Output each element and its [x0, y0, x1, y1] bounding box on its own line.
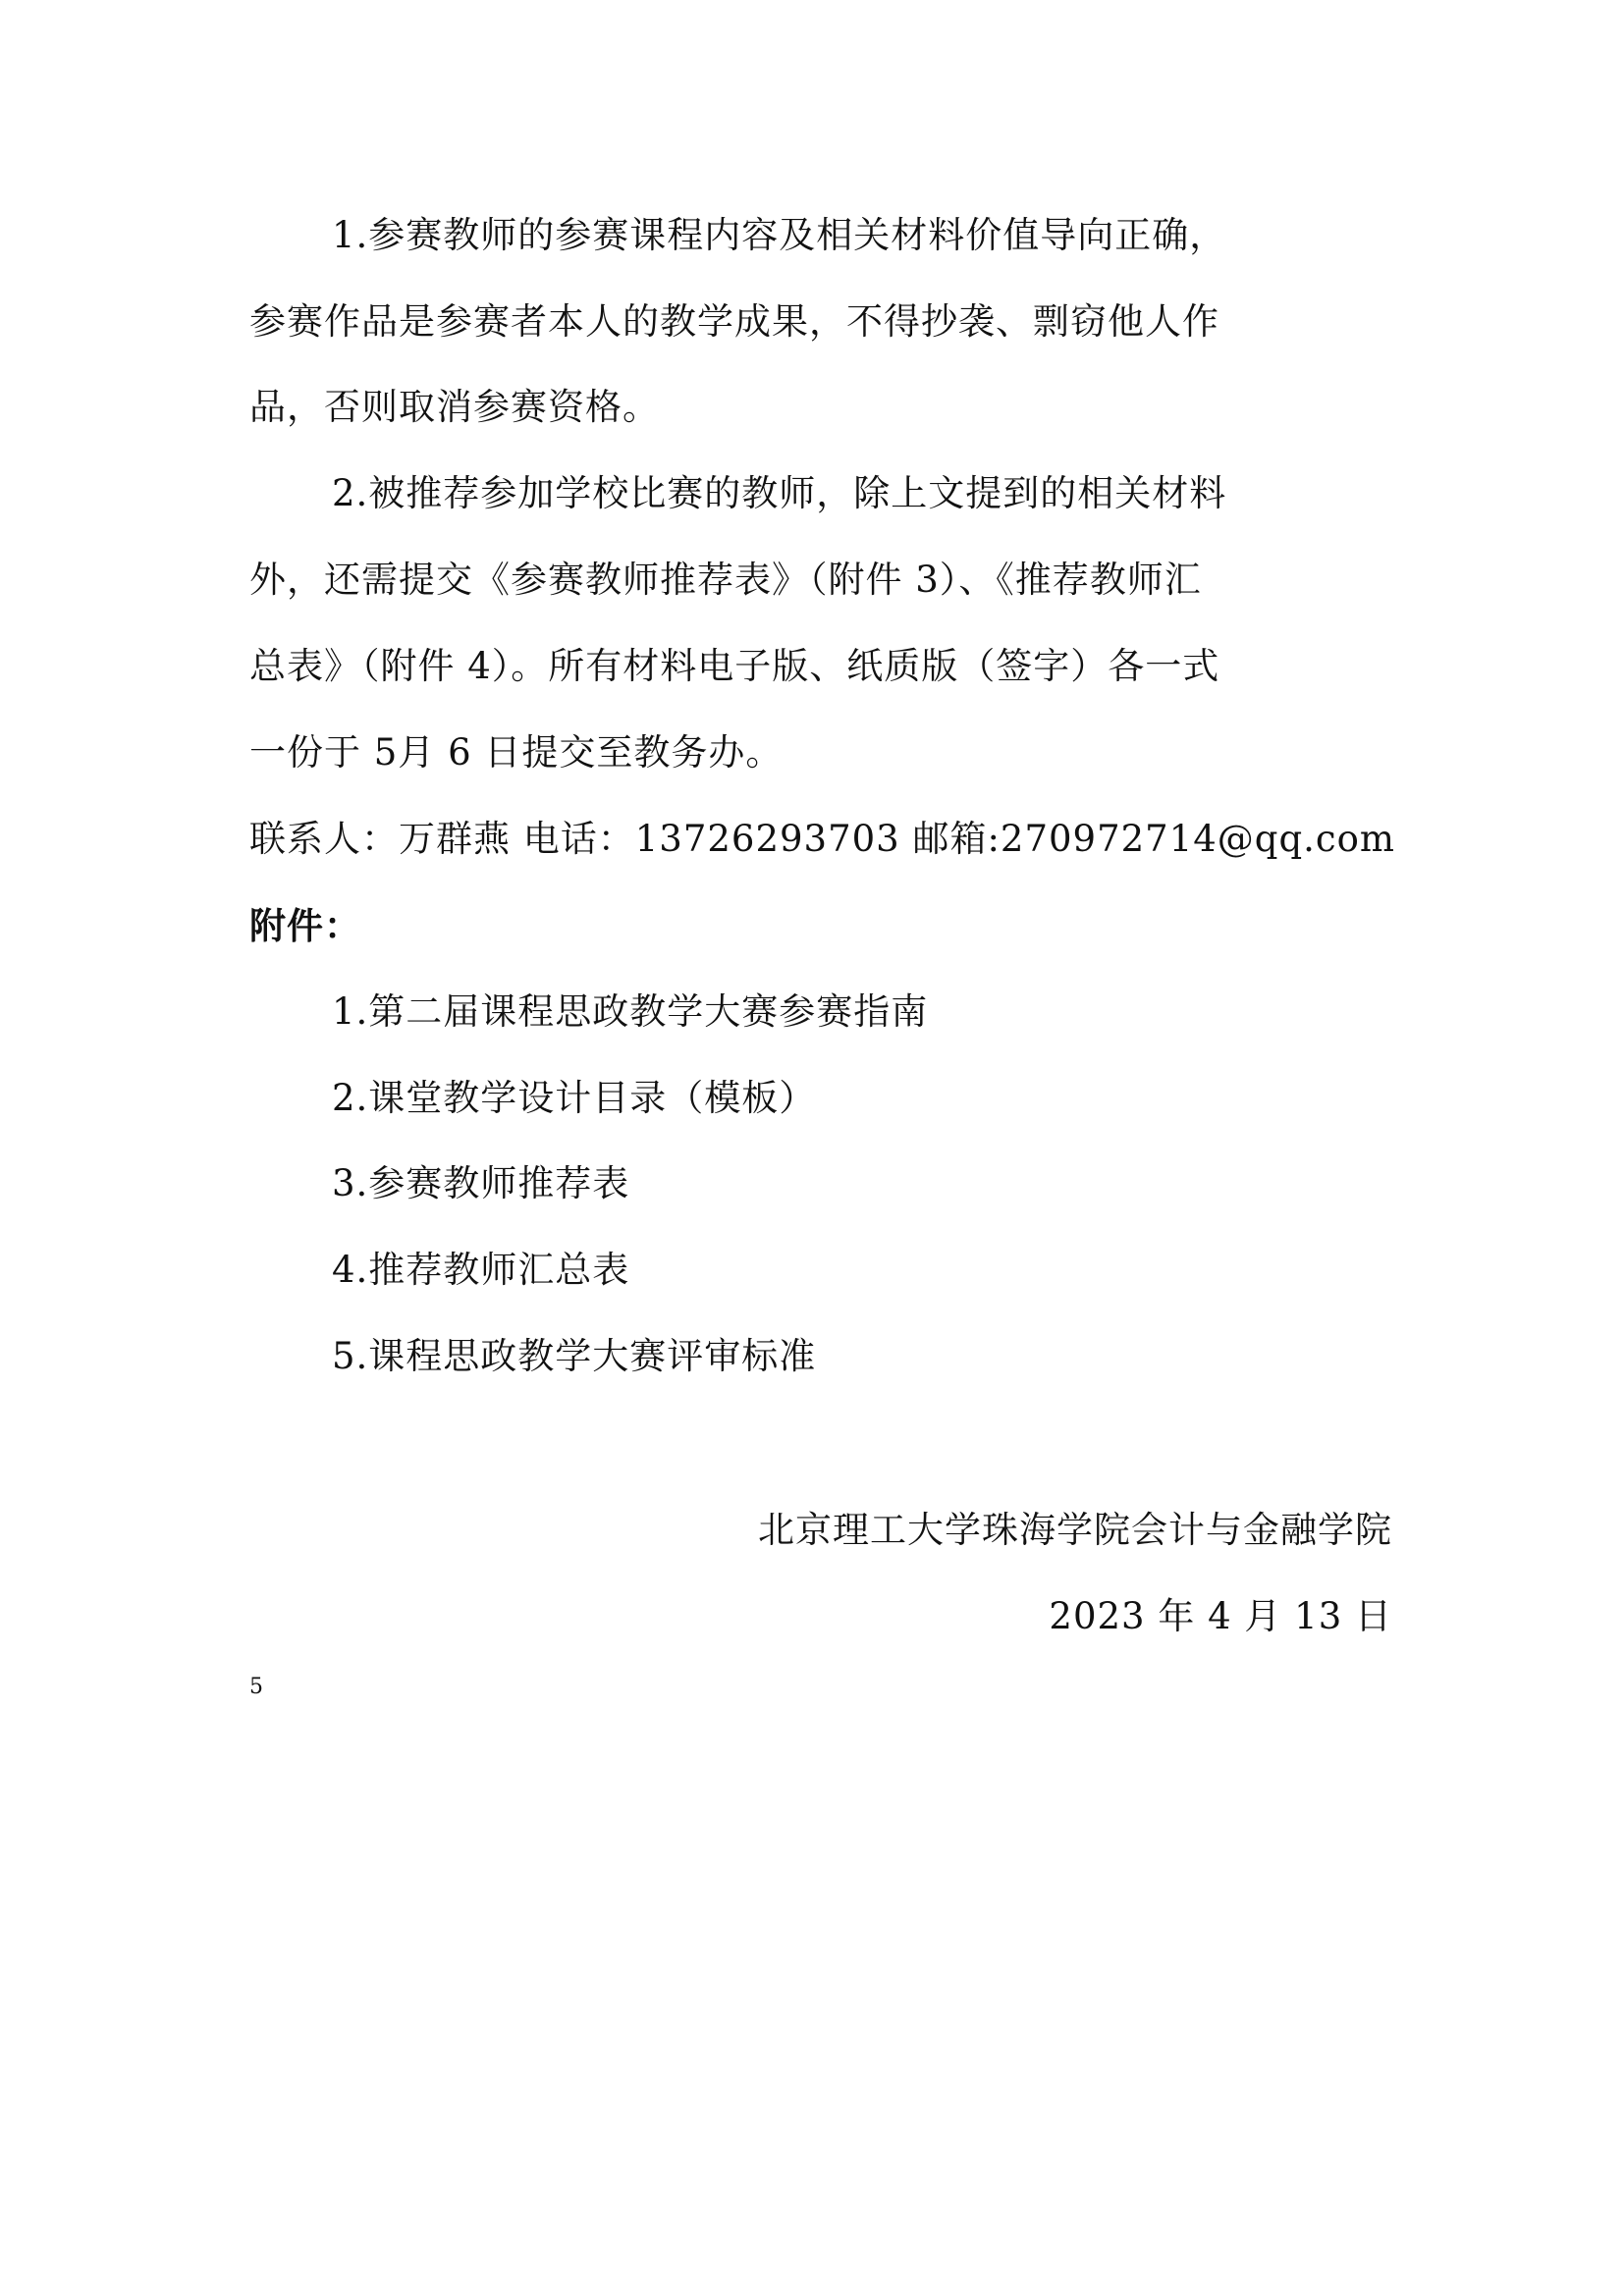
para2-line4: 一份于 5月 6 日提交至教务办。 [249, 731, 784, 774]
attachment-item-1: 1.第二届课程思政教学大赛参赛指南 [332, 990, 929, 1033]
para2-line1: 2.被推荐参加学校比赛的教师，除上文提到的相关材料 [332, 472, 1227, 514]
attachment-item-2: 2.课堂教学设计目录（模板） [332, 1077, 817, 1119]
attachments-heading: 附件： [249, 904, 361, 947]
para2-line2: 外，还需提交《参赛教师推荐表》（附件 3）、《推荐教师汇 [249, 559, 1202, 601]
attachment-item-5: 5.课程思政教学大赛评审标准 [332, 1335, 817, 1377]
page-number: 5 [249, 1675, 263, 1699]
signature-organization: 北京理工大学珠海学院会计与金融学院 [758, 1509, 1392, 1551]
contact-line: 联系人：万群燕 电话：13726293703 邮箱:270972714@qq.com [249, 818, 1396, 860]
signature-date: 2023 年 4 月 13 日 [1049, 1595, 1392, 1637]
attachment-item-3: 3.参赛教师推荐表 [332, 1162, 630, 1204]
para1-line2: 参赛作品是参赛者本人的教学成果，不得抄袭、剽窃他人作 [249, 300, 1219, 343]
para2-line3: 总表》（附件 4）。所有材料电子版、纸质版（签字）各一式 [249, 645, 1220, 687]
para1-line1: 1.参赛教师的参赛课程内容及相关材料价值导向正确， [332, 214, 1227, 256]
para1-line3: 品，否则取消参赛资格。 [249, 386, 660, 428]
attachment-item-4: 4.推荐教师汇总表 [332, 1249, 630, 1291]
